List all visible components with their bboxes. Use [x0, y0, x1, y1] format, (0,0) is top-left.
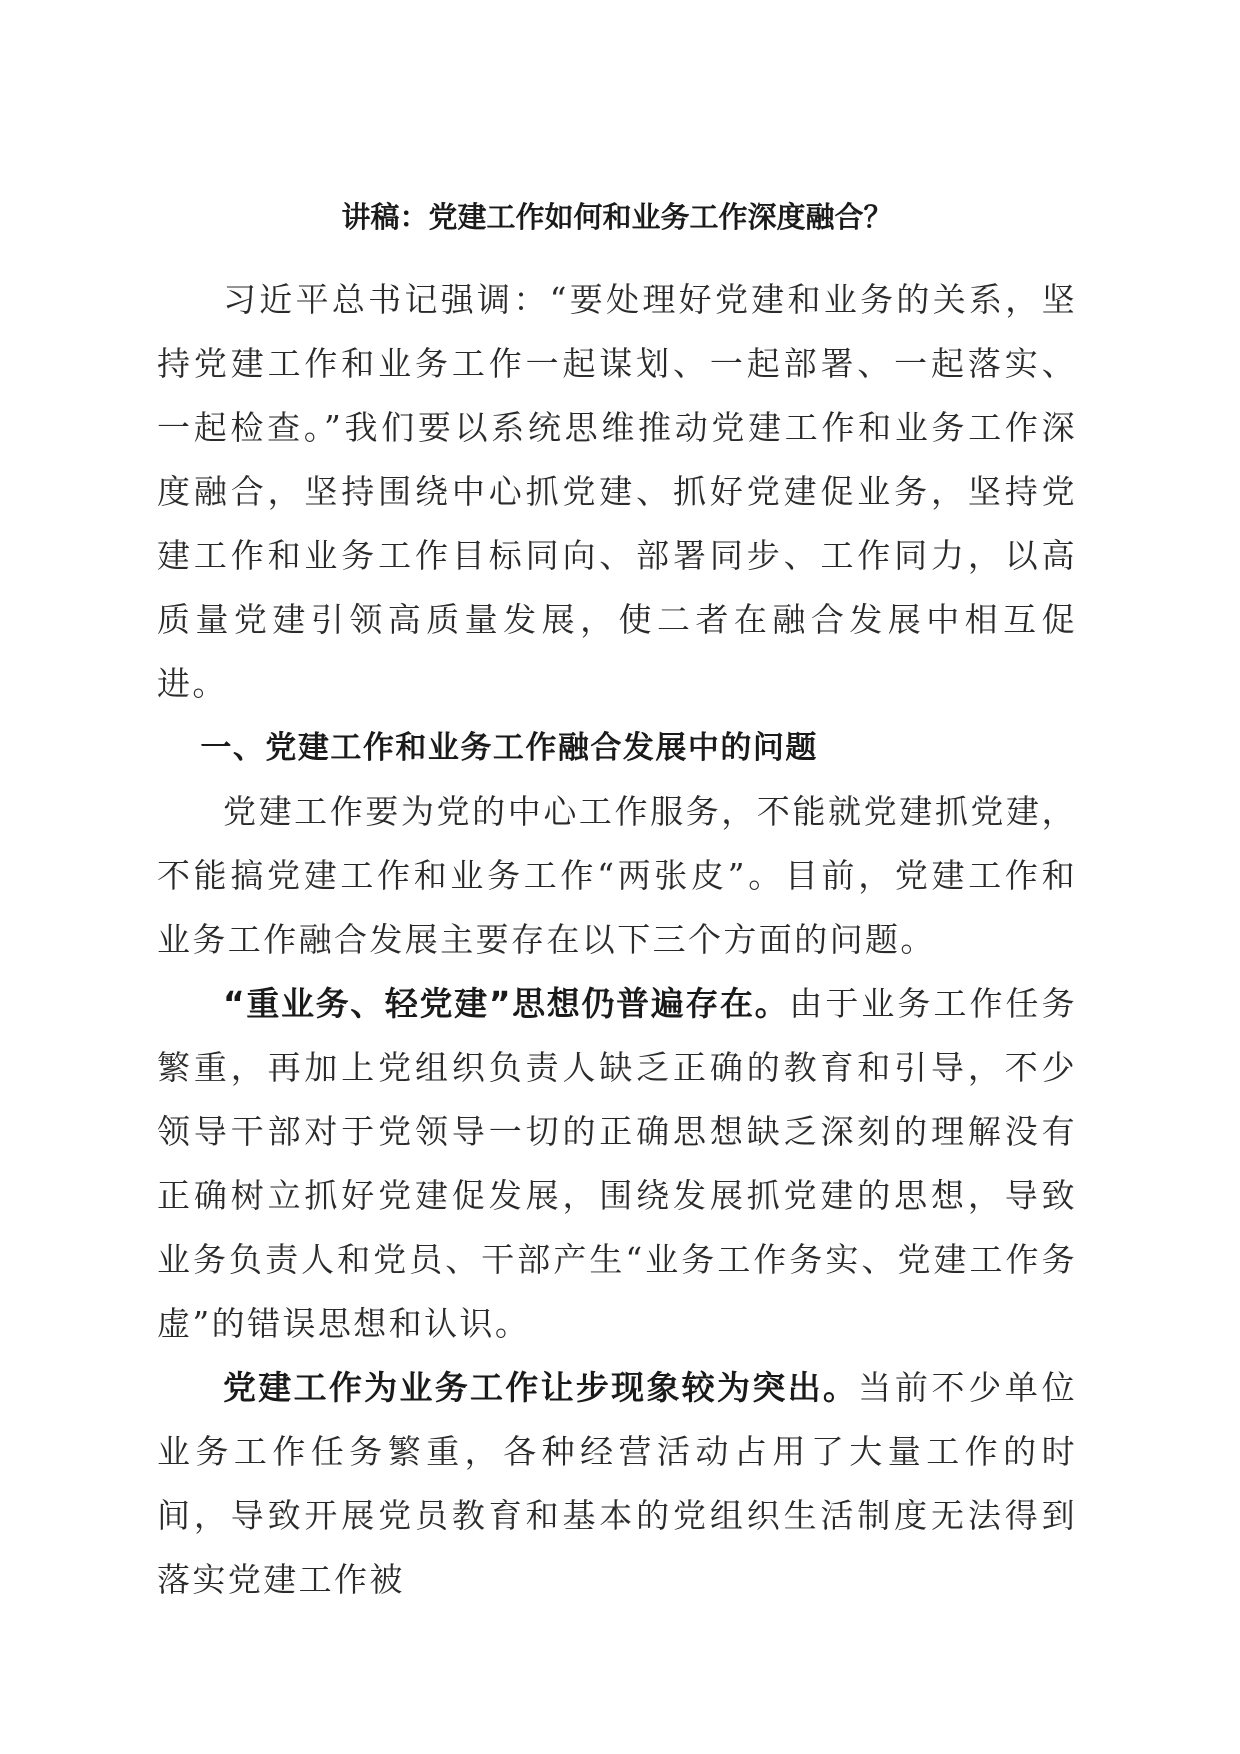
point-paragraph-1 [157, 972, 1077, 1356]
point-lead-1: “重业务、轻党建”思想仍普遍存在。 [223, 984, 790, 1023]
point-lead-2: 党建工作为业务工作让步现象较为突出。 [223, 1368, 859, 1407]
document-title: 讲稿：党建工作如何和业务工作深度融合？ [341, 200, 893, 234]
point-paragraph-2 [157, 1356, 1077, 1612]
point-body-1: 由于业务工作任务繁重，再加上党组织负责人缺乏正确的教育和引导，不少领导干部对于党领导一切的正确思想缺乏深刻的理解没有正确树立抓好党建促发展，围绕发展抓党建的思想，导致业务负责人和党员、干部产生“业务工作务实、党建工作务虚”的错误思想和认识。 [157, 984, 1077, 1343]
section-intro-paragraph: 党建工作要为党的中心工作服务，不能就党建抓党建，不能搞党建工作和业务工作“两张皮”。目前，党建工作和业务工作融合发展主要存在以下三个方面的问题。 [157, 792, 1077, 959]
document-body [157, 193, 1077, 1612]
point-body-2: 当前不少单位业务工作任务繁重，各种经营活动占用了大量工作的时间，导致开展党员教育和基本的党组织生活制度无法得到落实党建工作被 [157, 1368, 1078, 1599]
section-heading: 一、党建工作和业务工作融合发展中的问题 [200, 730, 818, 766]
intro-paragraph: 习近平总书记强调：“要处理好党建和业务的关系，坚持党建工作和业务工作一起谋划、一起部署、一起落实、一起检查。”我们要以系统思维推动党建工作和业务工作深度融合，坚持围绕中心抓党建、抓好党建促业务，坚持党建工作和业务工作目标同向、部署同步、工作同力，以高质量党建引领高质量发展，使二者在融合发展中相互促进。 [157, 280, 1077, 703]
